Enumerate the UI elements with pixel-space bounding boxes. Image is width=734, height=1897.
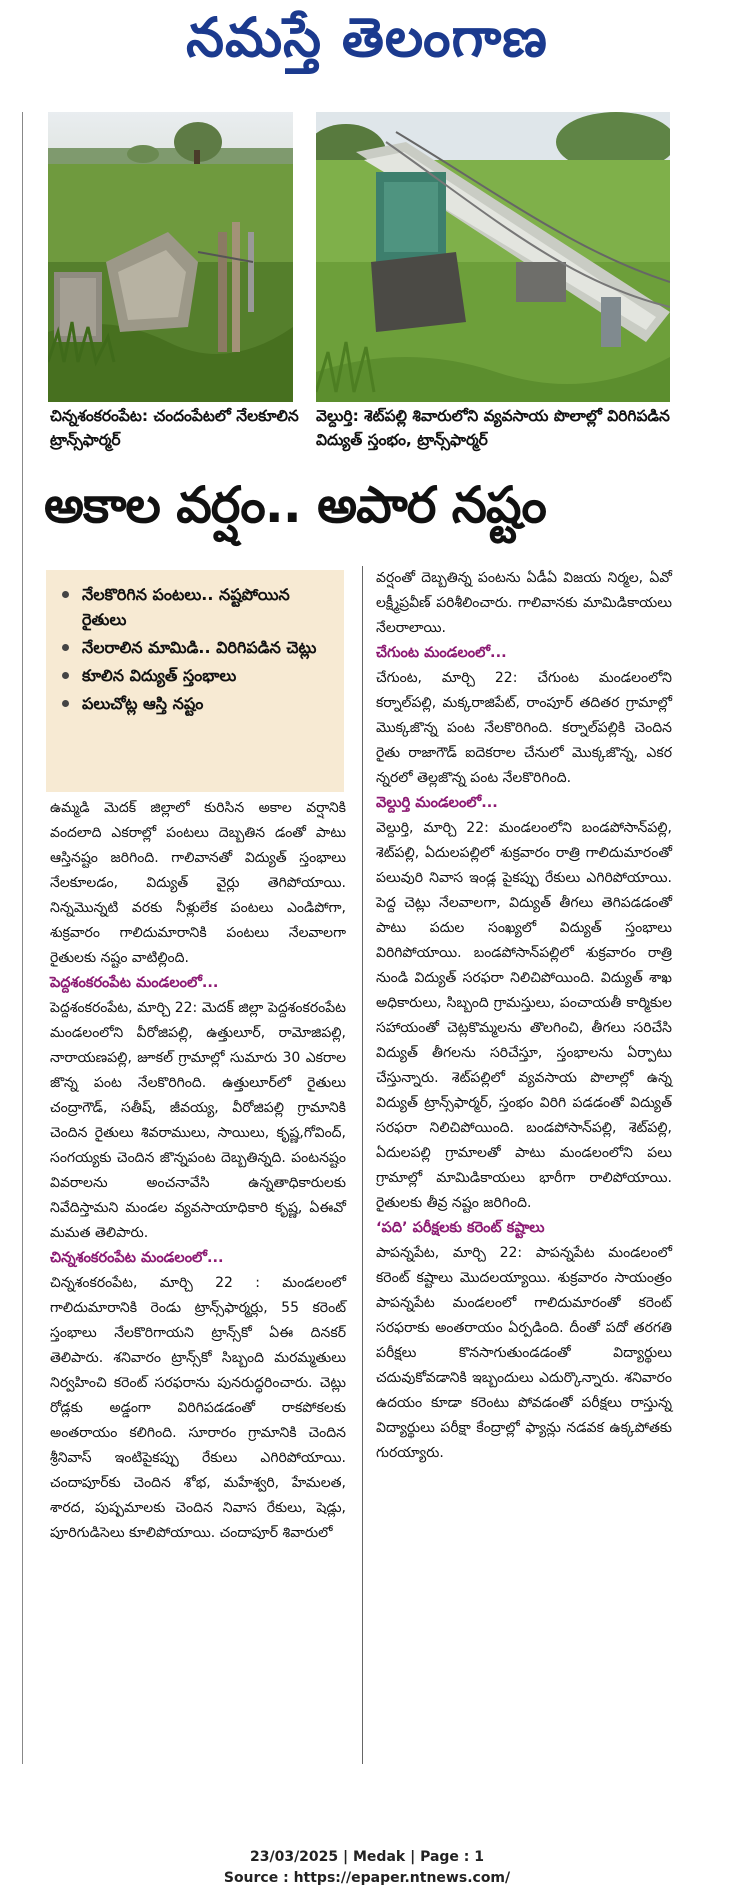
fallen-transformer-photo-illustration [48,112,293,402]
article-intro: ఉమ్మడి మెదక్ జిల్లాలో కురిసిన అకాల వర్షానికి వందలాది ఎకరాల్లో పంటలు దెబ్బతిన డంతో పాటు ఆస్తినష్టం జరిగింది. గాలివానతో విద్యుత్ స్తంభాలు నేలకూలడం, విద్యుత్ వైర్లు తెగిపోయాయి. నిన్నమొన్నటి వరకు నీళ్లులేక పంటలు ఎండిపోగా, శుక్రవారం గాలిదుమారానికి పంటలు నేలవాలగా రైతులకు నష్టం వాటిల్లింది. [50,800,346,966]
subheading-exam-power-cuts: ‘పది’ పరీక్షలకు కరెంట్ కష్టాలు [376,1220,545,1236]
highlight-item [60,691,334,716]
article-paragraph: చిన్నశంకరంపేట, మార్చి 22 : మండలంలో గాలిదుమారానికి రెండు ట్రాన్స్‌ఫార్మర్లు, 55 కరెంట్ స్తంభాలు నేలకొరిగాయని ట్రాన్స్‌కో ఏఈ దినకర్ తెలిపారు. శనివారం ట్రాన్స్‌కో సిబ్బంది మరమ్మతులు నిర్వహించి కరెంట్ సరఫరాను పునరుద్ధరించారు. చెట్లు రోడ్లకు అడ్డంగా విరిగిపడడంతో రాకపోకలకు అంతరాయం కలిగింది. సూరారం గ్రామానికి చెందిన శ్రీనివాస్ ఇంటిపైకప్పు రేకులు ఎగిరిపోయాయి. చందాపూర్‌కు చెందిన శోభ, మహేశ్వరి, హేమలత, శారద, పుష్పమాలకు చెందిన నివాస రేకులు, షెడ్లు, పూరిగుడిసెలు కూలిపోయాయి. చందాపూర్ శివారులో [50,1275,346,1541]
highlight-text: నేలకొరిగిన పంటలు.. నష్టపోయిన రైతులు [82,585,290,629]
subheading-chinnashankarampet: చిన్నశంకరంపేట మండలంలో... [50,1250,224,1266]
article-paragraph: చేగుంట, మార్చి 22: చేగుంట మండలంలోని కర్నాల్‌పల్లి, మక్కరాజిపేట్, రాంపూర్ తదితర గ్రామాల్లో మొక్కజొన్న పంట నేలకొరిగింది. కర్నాల్‌పల్లికి చెందిన రైతు రాజాగౌడ్ ఐదెకరాల చేనులో మొక్కజొన్న, ఎకర న్నరలో తెల్లజొన్న పంట నేలకొరిగింది. [376,670,672,786]
highlight-item [60,582,334,632]
highlights-box [46,570,344,792]
fallen-electric-pole-photo [316,112,670,402]
article-column-right [376,566,672,1466]
subheading-peddashankarampet: పెద్దశంకరంపేట మండలంలో... [50,975,219,991]
highlight-text: నేలరాలిన మామిడి.. విరిగిపడిన చెట్లు [82,638,317,657]
fallen-transformer-photo [48,112,293,402]
bullet-icon [62,591,69,598]
masthead: నమస్తే తెలంగాణ [186,6,548,69]
highlight-text: కూలిన విద్యుత్ స్తంభాలు [82,666,237,685]
fallen-electric-pole-photo-illustration [316,112,670,402]
subheading-chegunta: చేగుంట మండలంలో... [376,645,507,661]
highlight-item [60,635,334,660]
photo-caption-left: చిన్నశంకరంపేట: చందంపేటలో నేలకూలిన ట్రాన్స్‌ఫార్మర్ [50,407,299,449]
article-paragraph: పెద్దశంకరంపేట, మార్చి 22: మెదక్ జిల్లా పెద్దశంకరంపేట మండలంలోని వీరోజిపల్లి, ఉత్తులూర్, రామోజిపల్లి, నారాయణపల్లి, జూకల్ గ్రామాల్లో సుమారు 30 ఎకరాల జొన్న పంట నేలకొరిగింది. ఉత్తులూర్‌లో రైతులు చంద్రాగౌడ్, సతీష్, జీవయ్య, వీరోజిపల్లి గ్రామానికి చెందిన రైతులు శివరాములు, సాయిలు, కృష్ణ,గోవింద్, సంగయ్యకు చెందిన జొన్నపంట దెబ్బతిన్నది. పంటనష్టం వివరాలను అంచనావేసి ఉన్నతాధికారులకు నివేదిస్తామని మండల వ్యవసాయాధికారి కృష్ణ, ఏఈవో మమత తెలిపారు. [50,1000,346,1241]
article-paragraph: వెల్దుర్తి, మార్చి 22: మండలంలోని బండపోసాన్‌పల్లి, శెట్‌పల్లి, ఏదులపల్లిలో శుక్రవారం రాత్రి గాలిదుమారంతో పలువురి నివాస ఇండ్ల పైకప్పు రేకులు ఎగిరిపోయాయి. పెద్ద చెట్లు నేలవాలగా, విద్యుత్ తీగలు తెగిపడడంతో పాటు పదుల సంఖ్యలో విద్యుత్ స్తంభాలు విరిగిపోయాయి. బండపోసాన్‌పల్లిలో శుక్రవారం రాత్రి నుండి విద్యుత్ సరఫరా నిలిచిపోయింది. విద్యుత్ శాఖ అధికారులు, సిబ్బంది గ్రామస్తులు, పంచాయతీ కార్మికుల సహాయంతో చెట్లకొమ్మలను తొలగించి, తీగలు సరిచేసి విద్యుత్ తీగలను సరిచేస్తూ, స్తంభాలను ఏర్పాటు చేస్తున్నారు. శెట్‌పల్లిలో వ్యవసాయ పొలాల్లో ఉన్న విద్యుత్ ట్రాన్స్‌ఫార్మర్, స్తంభం విరిగి పడడంతో విద్యుత్ సరఫరా నిలిచిపోయింది. బండపోసాన్‌పల్లి, శెట్‌పల్లి, ఏదులపల్లి గ్రామాలతో పాటు మండలంలోని పలు గ్రామాల్లో మామిడికాయలు భారీగా రాలిపోయాయి. రైతులకు తీవ్ర నష్టం జరిగింది. [376,820,672,1211]
footer-source: Source : https://epaper.ntnews.com/ [223,1870,511,1886]
highlight-item [60,663,334,688]
bullet-icon [62,644,69,651]
article-paragraph: పాపన్నపేట, మార్చి 22: పాపన్నపేట మండలంలో కరెంట్ కష్టాలు మొదలయ్యాయి. శుక్రవారం సాయంత్రం పాపన్నపేట మండలంలో గాలిదుమారంతో కరెంట్ సరఫరాకు అంతరాయం ఏర్పడింది. దీంతో పదో తరగతి పరీక్షలు కొనసాగుతుండడంతో విద్యార్థులు చదువుకోవడానికి ఇబ్బందులు ఎదుర్కొన్నారు. శనివారం ఉదయం కూడా కరెంటు పోవడంతో పరీక్షలు రాస్తున్న విద్యార్థులు పరీక్షా కేంద్రాల్లో ఫ్యాన్లు నడవక ఉక్కపోతకు గురయ్యారు. [376,1245,672,1461]
footer-date-edition: 23/03/2025 | Medak | Page : 1 [249,1849,485,1865]
photo-caption-right: వెల్దుర్తి: శెట్‌పల్లి శివారులోని వ్యవసాయ పొలాల్లో విరిగిపడిన విద్యుత్ స్తంభం, ట్రాన్స్‌ఫార్మర్ [316,407,670,449]
highlight-text: పలుచోట్ల ఆస్తి నష్టం [82,694,204,713]
column-divider-left [22,112,23,1764]
headline: అకాల వర్షం.. అపార నష్టం [44,476,546,534]
column-divider-middle [362,566,363,1764]
subheading-veldurthi: వెల్దుర్తి మండలంలో... [376,795,498,811]
bullet-icon [62,700,69,707]
article-column-left [50,796,346,1546]
article-paragraph: వర్షంతో దెబ్బతిన్న పంటను ఏడీఏ విజయ నిర్మల, ఏవో లక్ష్మీప్రవీణ్ పరిశీలించారు. గాలివానకు మామిడికాయలు నేలరాలాయి. [376,570,672,636]
bullet-icon [62,672,69,679]
